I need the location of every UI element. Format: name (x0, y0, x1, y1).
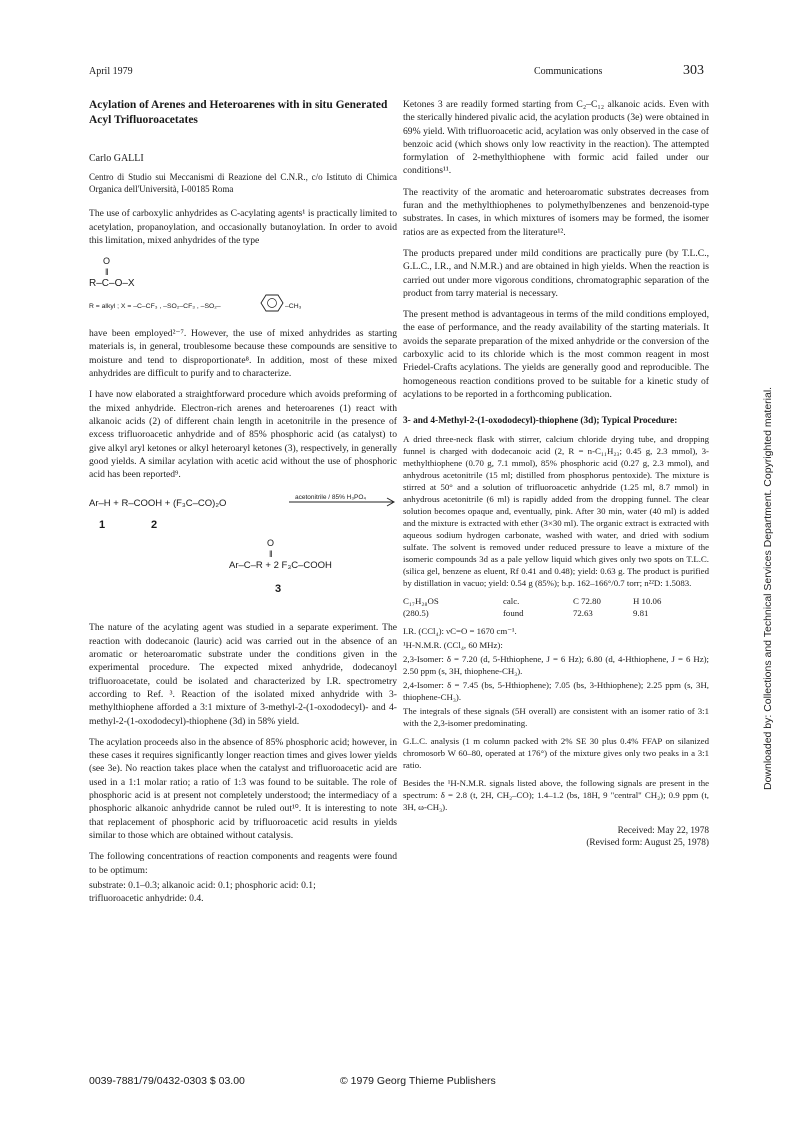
article-title: Acylation of Arenes and Heteroarenes with in situ Generated Acyl Trifluoroacetates (89, 99, 388, 126)
structure-formula: R–C–O–X (89, 278, 135, 290)
procedure-text: A dried three-neck flask with stirrer, calcium chloride drying tube, and dropping funnel is charged with dodecanoic acid (2, R = n-C₁₁H₂₃; 0.45 g, 2.3 mmol), 3-methylthiophene (0.70 g, 7.1 mmol), 85% phosphoric acid (0.27 g, 2.3 mmol), and anhydrous acetonitrile (15 ml; distilled from phosphorus pentoxide). The mixture is stirred at 50° and a solution of trifluoroacetic anhydride (1.25 ml, 8.7 mmol) in anhydrous acetonitrile (6 ml) is rapidly added from the dropping funnel. The clear solution becomes opaque and, eventually, pink. After 30 min, water (40 ml) is added and the mixture is extracted with ether (3×30 ml). The organic extract is extracted with aqueous sodium hydrogen carbonate, washed with water, and dried with sodium sulfate. The solvent is removed under reduced pressure to leave a mixture of the isomeric compounds 3d as a pale yellow liquid which gives only two spots on T.L.C. (silica gel, benzene as eluent, Rf 0.41 and 0.48); yield: 0.63 g. The product is purified by distillation in vacuo; yield: 0.54 g (85%); b.p. 162–166°/0.7 torr; n²²D: 1.5083. (403, 433, 709, 588)
paragraph: The nature of the acylating agent was studied in a separate experiment. The reaction with dodecanoic (lauric) acid was carried out in the absence of an aromatic or heteroaromatic substrate under the conditions given in the experimental procedure. The expected mixed anhydride, dodecanoyl trifluoroacetate, could be isolated and characterized by I.R. spectrometry according to Ref. ³. Reaction of the isolated mixed anhydride with 3-methylthiophene afforded a 3:1 mixture of 3-methyl-2-(1-oxododecyl)- and 4-methyl-2-(1-oxododecyl)-thiophene (3d) in 58% yield. (89, 622, 397, 727)
received-date (403, 825, 709, 849)
analysis-found-c: 72.63 (573, 607, 593, 618)
analysis-found-h: 9.81 (633, 607, 649, 618)
double-bond: ‖ (269, 549, 273, 560)
spectra-line: ¹H-N.M.R. (CCl₄, 60 MHz): (403, 639, 503, 650)
concentration-line: substrate: 0.1–0.3; alkanoic acid: 0.1; phosphoric acid: 0.1; (89, 879, 316, 891)
download-watermark-text: Downloaded by: Collections and Technical Services Department. Copyrighted material. (762, 386, 774, 790)
scheme-reactants: Ar–H + R–COOH + (F₃C–CO)₂O (89, 498, 227, 510)
analysis-formula: C₁₇H₂₈OS (403, 595, 439, 606)
analysis-calc-h: H 10.06 (633, 595, 662, 606)
paragraph: have been employed²⁻⁷. However, the use of mixed anhydrides as starting materials is, in general, troublesome because these compounds are sensitive to moisture and tend to disproportionate⁸. In addition, most of these mixed anhydrides are difficult to purify and to characterize. (89, 328, 397, 380)
carbonyl-oxygen: O (103, 256, 111, 267)
spectra-line: Besides the ¹H-N.M.R. signals listed above, the following signals are present in the spectrum: δ = 2.8 (t, 2H, CH₂–CO); 1.4–1.2 (bs, 18H, 9 "central" CH₂); 0.9 ppm (t, 3H, ω-CH₃). (403, 777, 709, 812)
paragraph: I have now elaborated a straightforward procedure which avoids preforming of the mixed anhydride. Electron-rich arenes and heteroarenes (1) react with alkanoic acids (2) of different chain length in acetonitrile in the presence of excess trifluoroacetic anhydride and of 85% phosphoric acid (as catalyst) to give alkyl aryl ketones or alkyl heteroaryl ketones (3), respectively, in generally good yields. A similar acylation with acetic acid without the use of phosphoric acid has been reported⁹. (89, 389, 397, 481)
spectra-line: I.R. (CCl₄): νC=O = 1670 cm⁻¹. (403, 625, 517, 636)
left-column (89, 98, 397, 905)
received-line: Received: May 22, 1978 (617, 825, 709, 836)
paragraph: The products prepared under mild conditions are practically pure (by T.L.C., G.L.C., I.R., and N.M.R.) and are obtained in high yields. When the reaction is carried out under more vigorous conditions, chromatographic separation of the product from tarry material is necessary. (403, 247, 709, 299)
elemental-analysis (403, 595, 709, 619)
running-header-date: April 1979 (89, 66, 133, 77)
analysis-found-label: found (503, 607, 524, 618)
download-watermark (762, 330, 776, 790)
analysis-calc-c: C 72.80 (573, 595, 601, 606)
concentration-line: trifluoroacetic anhydride: 0.4. (89, 893, 204, 905)
procedure-heading: 3- and 4-Methyl-2-(1-oxododecyl)-thiophene (3d); Typical Procedure: (403, 416, 678, 427)
paragraph: Ketones 3 are readily formed starting from C₂–C₁₂ alkanoic acids. Even with the sterically hindered pivalic acid, the acylation products (3e) were obtained in 69% yield. With trifluoroacetic acid, acylation was only observed in the case of benzoic acid (which shows only low reactivity in the reaction). The attempted formylation of 2-methylthiophene with formic acid failed under our conditions¹¹. (403, 99, 709, 177)
analysis-calc-label: calc. (503, 595, 520, 606)
analysis-mw: (280.5) (403, 607, 429, 618)
ketone-oxygen: O (267, 538, 275, 549)
spectra-line: 2,4-Isomer: δ = 7.45 (bs, 5-Hthiophene); 7.05 (bs, 3-Hthiophene); 2.25 ppm (s, 3H, thiophene-CH₃). (403, 679, 709, 702)
reaction-arrow-icon (289, 497, 397, 507)
mixed-anhydride-structure (89, 255, 397, 319)
paragraph: The reactivity of the aromatic and heteroaromatic substrates decreases from furan and the methylthiophenes to polymethylbenzenes and benzenoid-type substrates. In cases, in which mixtures of isomers may be formed, the isomer ratios are as expected from the literature¹². (403, 186, 709, 238)
footer-issn: 0039-7881/79/0432-0303 $ 03.00 (89, 1075, 245, 1087)
author: Carlo GALLI (89, 153, 144, 164)
double-bond: ‖ (105, 267, 109, 278)
revised-line: (Revised form: August 25, 1978) (586, 837, 709, 848)
methyl-group: –CH₃ (285, 303, 302, 311)
compound-label-2: 2 (151, 519, 158, 532)
substituent-list: R = alkyl ; X = –C–CF₃ , –SO₂–CF₃ , –SO₂– (89, 303, 221, 311)
page-number: 303 (683, 63, 704, 78)
compound-label-1: 1 (99, 519, 106, 532)
spectra-line: The integrals of these signals (5H overall) are consistent with an isomer ratio of 3:1 with the 2,3-isomer predominating. (403, 705, 709, 728)
paragraph: The following concentrations of reaction components and reagents were found to be optimum: (89, 851, 397, 876)
reaction-scheme (89, 493, 397, 613)
spectra-line: G.L.C. analysis (1 m column packed with 2% SE 30 plus 0.4% FFAP on silanized chromosorb W 60–80, operated at 176°) of the mixture gives only two peaks in a 3:1 ratio. (403, 735, 709, 770)
running-header-section: Communications (534, 66, 603, 77)
paragraph: The acylation proceeds also in the absence of 85% phosphoric acid; however, in these cases it requires significantly longer reaction times and gives lower yields (see 3e). No reaction takes place when the catalyst and trifluoroacetic acid are used in a 1:1 molar ratio; a ratio of 1:3 was found to be suitable. The role of phosphoric acid is at present not completely understood; the intermediacy of a phosphoric alkanoic anhydride cannot be ruled out¹⁰. It is interesting to note that replacement of phosphoric acid by trifluoroacetic acid results in yields similar to those which are obtained without catalysis. (89, 736, 397, 841)
scheme-conditions: acetonitrile / 85% H₃PO₄ (295, 494, 367, 502)
paragraph: The use of carboxylic anhydrides as C-acylating agents¹ is practically limited to acetylation, propanoylation, and occasionally butanoylation. In order to avoid this limitation, mixed anhydrides of the type (89, 208, 397, 246)
spectra-line: 2,3-Isomer: δ = 7.20 (d, 5-Hthiophene, J = 6 Hz); 6.80 (d, 4-Hthiophene, J = 6 Hz); 2.50 ppm (s, 3H, thiophene-CH₃). (403, 653, 709, 676)
compound-label-3: 3 (275, 583, 282, 596)
paragraph: The present method is advantageous in terms of the mild conditions employed, the ease of performance, and the ready availability of the starting materials. It avoids the separate preparation of the mixed anhydride or the conversion of the carboxylic acid to its chloride which is the most common reagent in most Friedel-Crafts acylations. The yields are generally good and reproducible. The homogeneous reaction conditions proved to be suitable for a kinetic study of acylations to be reported in a forthcoming publication. (403, 309, 709, 400)
right-column (403, 98, 709, 849)
affiliation: Centro di Studio sui Meccanismi di Reazione del C.N.R., c/o Istituto di Chimica Organica dell'Università, I-00185 Roma (89, 172, 397, 195)
benzene-ring-icon (260, 293, 284, 313)
footer-copyright: © 1979 Georg Thieme Publishers (340, 1075, 496, 1087)
scheme-products: Ar–C–R + 2 F₃C–COOH (229, 560, 332, 572)
